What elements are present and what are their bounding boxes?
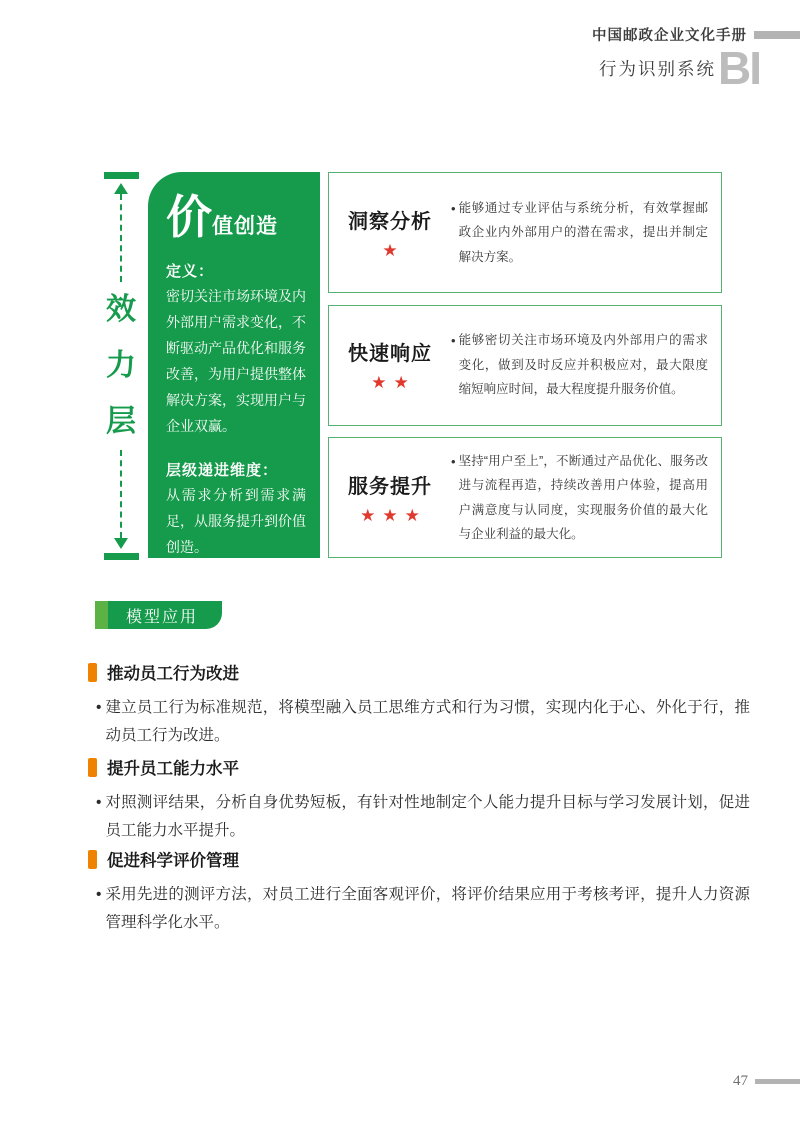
value-creation-panel: [148, 172, 320, 558]
footer-decor-bar: [755, 1079, 800, 1084]
level-label: [329, 470, 451, 526]
tag-label: 模型应用: [108, 601, 222, 629]
star-rating-icon: ★★: [371, 373, 416, 392]
level-boxes: [328, 172, 722, 558]
section-text: 采用先进的测评方法，对员工进行全面客观评价，将评价结果应用于考核考评，提升人力资源管理科学化水平。: [105, 886, 750, 931]
level-box-service: [328, 437, 722, 558]
bullet-icon: •: [96, 886, 102, 903]
header-decor-bar: [754, 31, 800, 39]
header-row-title: [592, 24, 800, 45]
application-section-capability: [88, 755, 750, 844]
bullet-icon: •: [451, 333, 456, 349]
arrow-down-icon: [114, 538, 128, 549]
level-title: 快速响应: [348, 343, 432, 365]
level-text: 坚持“用户至上”，不断通过产品优化、服务改进与流程再造，持续改善用户体验，提高用户满意度与认同度，实现服务价值的最大化与企业利益的最大化。: [458, 453, 708, 541]
effectiveness-layer-rail: [101, 172, 141, 560]
page-footer: [733, 1073, 800, 1090]
panel-title-rest: 值创造: [212, 215, 278, 238]
section-title: 推动员工行为改进: [107, 665, 239, 683]
level-label: [329, 205, 451, 261]
level-title: 服务提升: [348, 475, 432, 498]
bullet-icon: •: [96, 794, 102, 811]
bullet-icon: •: [451, 453, 456, 469]
level-title: 洞察分析: [348, 210, 432, 233]
orange-marker-bar: [88, 758, 97, 777]
level-box-insight: [328, 172, 722, 293]
dimension-text: 从需求分析到需求满足，从服务提升到价值创造。: [166, 487, 306, 556]
panel-title-big-char: 价: [166, 191, 212, 243]
section-body: [88, 694, 750, 749]
level-box-response: [328, 305, 722, 426]
level-label: [329, 337, 451, 393]
section-heading: [88, 660, 750, 684]
section-title: 提升员工能力水平: [107, 760, 239, 778]
orange-marker-bar: [88, 850, 97, 869]
rail-bottom-cap: [104, 553, 139, 560]
section-body: [88, 881, 750, 936]
section-title: 促进科学评价管理: [107, 852, 239, 870]
application-section-behavior: [88, 660, 750, 749]
definition-text: 密切关注市场环境及内外部用户需求变化，不断驱动产品优化和服务改善，为用户提供整体解决方案，实现用户与企业双赢。: [166, 288, 306, 435]
section-text: 建立员工行为标准规范，将模型融入员工思维方式和行为习惯，实现内化于心、外化于行，推动员工行为改进。: [105, 699, 750, 744]
rail-top-cap: [104, 172, 139, 179]
handbook-title: 中国邮政企业文化手册: [592, 28, 747, 44]
dimension-label: 层级递进维度：: [166, 462, 279, 480]
bi-logo: BI: [718, 42, 760, 94]
tag-accent-bar: [95, 601, 108, 629]
level-text: 能够密切关注市场环境及内外部用户的需求变化，做到及时反应并积极应对，最大限度缩短响应时间，最大程度提升服务价值。: [458, 333, 708, 397]
page-number: 47: [733, 1073, 748, 1089]
section-body: [88, 789, 750, 844]
section-text: 对照测评结果，分析自身优势短板，有针对性地制定个人能力提升目标与学习发展计划，促进员工能力水平提升。: [105, 794, 750, 839]
star-rating-icon: ★: [382, 240, 405, 260]
page-header: [592, 24, 800, 94]
application-section-evaluation: [88, 847, 750, 936]
level-body: [451, 328, 721, 401]
definition-label: 定义：: [166, 263, 215, 280]
system-subtitle: 行为识别系统: [599, 59, 716, 79]
level-body: [451, 196, 721, 269]
arrow-up-icon: [114, 183, 128, 194]
level-text: 能够通过专业评估与系统分析，有效掌握邮政企业内外部用户的潜在需求，提出并制定解决方案。: [458, 200, 708, 264]
bullet-icon: •: [96, 699, 102, 716]
bullet-icon: •: [451, 200, 456, 216]
section-heading: [88, 755, 750, 779]
header-row-subtitle: [592, 42, 800, 94]
section-heading: [88, 847, 750, 871]
star-rating-icon: ★★★: [360, 505, 427, 525]
rail-char-2: 力: [106, 349, 136, 382]
rail-dashed-line-bottom: [120, 450, 122, 538]
panel-title: [166, 191, 306, 243]
level-body: [451, 449, 721, 547]
rail-char-3: 层: [106, 405, 136, 438]
rail-dashed-line-top: [120, 194, 122, 282]
rail-char-1: 效: [106, 293, 136, 326]
orange-marker-bar: [88, 663, 97, 682]
model-application-tag: [95, 601, 222, 629]
